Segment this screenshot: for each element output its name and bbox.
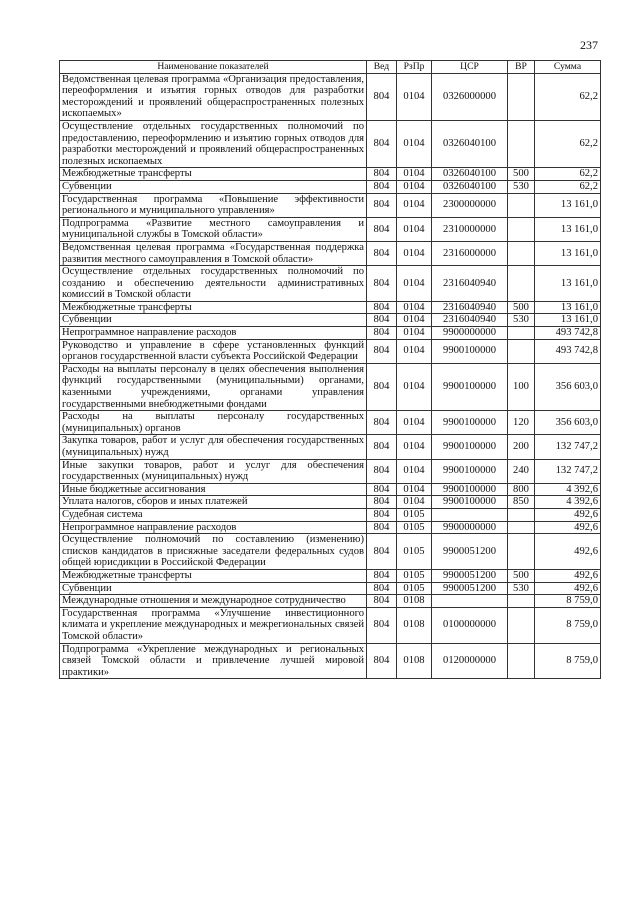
row-rzpr: 0105	[397, 582, 432, 595]
row-rzpr: 0104	[397, 339, 432, 363]
row-name: Международные отношения и международное сотрудничество	[60, 595, 367, 608]
table-row	[60, 607, 601, 643]
header-csr: ЦСР	[432, 61, 508, 74]
row-ved: 804	[367, 411, 397, 435]
row-vr: 530	[508, 582, 535, 595]
row-name: Непрограммное направление расходов	[60, 521, 367, 534]
header-ved: Вед	[367, 61, 397, 74]
row-name: Межбюджетные трансферты	[60, 569, 367, 582]
row-rzpr: 0104	[397, 496, 432, 509]
row-ved: 804	[367, 496, 397, 509]
row-rzpr: 0104	[397, 168, 432, 181]
row-csr: 9900100000	[432, 339, 508, 363]
row-sum: 62,2	[535, 120, 601, 167]
row-ved: 804	[367, 643, 397, 679]
table-row	[60, 595, 601, 608]
row-ved: 804	[367, 314, 397, 327]
row-ved: 804	[367, 301, 397, 314]
row-rzpr: 0104	[397, 180, 432, 193]
row-csr	[432, 508, 508, 521]
row-sum: 492,6	[535, 521, 601, 534]
table-row	[60, 180, 601, 193]
row-ved: 804	[367, 241, 397, 265]
row-name: Уплата налогов, сборов и иных платежей	[60, 496, 367, 509]
row-vr	[508, 643, 535, 679]
row-rzpr: 0104	[397, 363, 432, 410]
table-row	[60, 217, 601, 241]
table-row	[60, 411, 601, 435]
row-sum: 8 759,0	[535, 643, 601, 679]
row-name: Судебная система	[60, 508, 367, 521]
row-csr: 9900051200	[432, 569, 508, 582]
row-rzpr: 0104	[397, 459, 432, 483]
row-csr: 0326040100	[432, 120, 508, 167]
row-rzpr: 0105	[397, 521, 432, 534]
row-ved: 804	[367, 363, 397, 410]
table-row	[60, 459, 601, 483]
row-csr: 9900100000	[432, 496, 508, 509]
row-csr: 9900000000	[432, 327, 508, 340]
row-ved: 804	[367, 607, 397, 643]
row-sum: 356 603,0	[535, 411, 601, 435]
row-sum: 4 392,6	[535, 483, 601, 496]
row-rzpr: 0104	[397, 483, 432, 496]
row-ved: 804	[367, 435, 397, 459]
row-csr: 9900000000	[432, 521, 508, 534]
row-vr	[508, 327, 535, 340]
row-rzpr: 0104	[397, 301, 432, 314]
row-ved: 804	[367, 483, 397, 496]
row-ved: 804	[367, 73, 397, 120]
table-row	[60, 327, 601, 340]
row-vr: 500	[508, 301, 535, 314]
row-sum: 493 742,8	[535, 339, 601, 363]
table-row	[60, 193, 601, 217]
row-name: Иные закупки товаров, работ и услуг для обеспечения государственных (муниципальных) нужд	[60, 459, 367, 483]
row-rzpr: 0104	[397, 217, 432, 241]
row-csr: 0120000000	[432, 643, 508, 679]
table-row	[60, 363, 601, 410]
row-vr: 530	[508, 180, 535, 193]
row-csr: 9900100000	[432, 411, 508, 435]
row-vr	[508, 241, 535, 265]
table-row	[60, 496, 601, 509]
row-rzpr: 0108	[397, 595, 432, 608]
row-name: Осуществление отдельных государственных полномочий по предоставлению, переоформлению и изъятию горных отводов для разработки месторождений и проявлений общераспространенных полезных ископаемых	[60, 120, 367, 167]
row-sum: 132 747,2	[535, 459, 601, 483]
row-csr: 9900100000	[432, 459, 508, 483]
row-vr: 120	[508, 411, 535, 435]
row-sum: 8 759,0	[535, 595, 601, 608]
row-rzpr: 0104	[397, 266, 432, 302]
row-rzpr: 0104	[397, 314, 432, 327]
table-row	[60, 168, 601, 181]
header-sum: Сумма	[535, 61, 601, 74]
table-row	[60, 521, 601, 534]
row-vr	[508, 193, 535, 217]
row-csr: 0326040100	[432, 180, 508, 193]
row-vr	[508, 339, 535, 363]
table-row	[60, 435, 601, 459]
row-csr: 9900100000	[432, 435, 508, 459]
table-row	[60, 301, 601, 314]
row-name: Руководство и управление в сфере установленных функций органов государственной власти субъекта Российской Федерации	[60, 339, 367, 363]
row-vr: 500	[508, 168, 535, 181]
row-csr: 2300000000	[432, 193, 508, 217]
table-row	[60, 339, 601, 363]
row-csr: 2310000000	[432, 217, 508, 241]
table-row	[60, 266, 601, 302]
row-csr: 2316040940	[432, 266, 508, 302]
row-name: Субвенции	[60, 582, 367, 595]
row-csr: 9900100000	[432, 483, 508, 496]
row-csr: 0100000000	[432, 607, 508, 643]
header-vr: ВР	[508, 61, 535, 74]
row-sum: 492,6	[535, 569, 601, 582]
row-ved: 804	[367, 521, 397, 534]
row-sum: 492,6	[535, 508, 601, 521]
row-rzpr: 0104	[397, 120, 432, 167]
row-vr	[508, 595, 535, 608]
row-rzpr: 0104	[397, 193, 432, 217]
row-vr: 200	[508, 435, 535, 459]
row-rzpr: 0105	[397, 569, 432, 582]
table-row	[60, 534, 601, 570]
row-sum: 13 161,0	[535, 266, 601, 302]
row-vr	[508, 217, 535, 241]
row-name: Расходы на выплаты персоналу государственных (муниципальных) органов	[60, 411, 367, 435]
row-csr: 0326040100	[432, 168, 508, 181]
row-rzpr: 0105	[397, 508, 432, 521]
table-row	[60, 241, 601, 265]
row-name: Государственная программа «Повышение эффективности регионального и муниципального управления»	[60, 193, 367, 217]
row-ved: 804	[367, 193, 397, 217]
row-csr: 2316000000	[432, 241, 508, 265]
row-sum: 8 759,0	[535, 607, 601, 643]
row-ved: 804	[367, 534, 397, 570]
row-vr	[508, 534, 535, 570]
row-vr: 800	[508, 483, 535, 496]
row-name: Иные бюджетные ассигнования	[60, 483, 367, 496]
row-sum: 13 161,0	[535, 301, 601, 314]
budget-table	[59, 60, 601, 679]
row-csr: 2316040940	[432, 314, 508, 327]
row-rzpr: 0104	[397, 241, 432, 265]
row-sum: 132 747,2	[535, 435, 601, 459]
header-rzpr: РзПр	[397, 61, 432, 74]
row-vr: 240	[508, 459, 535, 483]
row-rzpr: 0108	[397, 643, 432, 679]
row-vr	[508, 73, 535, 120]
row-name: Ведомственная целевая программа «Организация предоставления, переоформления и изъятия горных отводов для разработки месторождений и проявлений общераспространенных полезных ископаемых»	[60, 73, 367, 120]
row-sum: 13 161,0	[535, 193, 601, 217]
row-vr: 500	[508, 569, 535, 582]
row-ved: 804	[367, 569, 397, 582]
row-sum: 493 742,8	[535, 327, 601, 340]
table-row	[60, 508, 601, 521]
row-vr: 530	[508, 314, 535, 327]
row-name: Межбюджетные трансферты	[60, 301, 367, 314]
row-sum: 62,2	[535, 168, 601, 181]
row-ved: 804	[367, 508, 397, 521]
row-name: Расходы на выплаты персоналу в целях обеспечения выполнения функций государственными (муниципальными) органами, казенными учреждениями, органами управления государственными внебюджетными фондами	[60, 363, 367, 410]
row-csr: 2316040940	[432, 301, 508, 314]
row-name: Осуществление отдельных государственных полномочий по созданию и обеспечению деятельности административных комиссий в Томской области	[60, 266, 367, 302]
row-rzpr: 0108	[397, 607, 432, 643]
row-vr	[508, 607, 535, 643]
row-ved: 804	[367, 120, 397, 167]
row-rzpr: 0104	[397, 73, 432, 120]
table-row	[60, 569, 601, 582]
row-ved: 804	[367, 459, 397, 483]
row-vr	[508, 120, 535, 167]
table-row	[60, 314, 601, 327]
row-ved: 804	[367, 327, 397, 340]
table-row	[60, 483, 601, 496]
row-vr	[508, 266, 535, 302]
row-name: Осуществление полномочий по составлению (изменению) списков кандидатов в присяжные заседатели федеральных судов общей юрисдикции в Российской Федерации	[60, 534, 367, 570]
row-name: Субвенции	[60, 314, 367, 327]
row-name: Государственная программа «Улучшение инвестиционного климата и укрепление международных и межрегиональных связей Томской области»	[60, 607, 367, 643]
row-rzpr: 0104	[397, 411, 432, 435]
row-ved: 804	[367, 582, 397, 595]
row-name: Подпрограмма «Развитие местного самоуправления и муниципальной службы в Томской области»	[60, 217, 367, 241]
row-csr	[432, 595, 508, 608]
table-row	[60, 643, 601, 679]
row-sum: 492,6	[535, 582, 601, 595]
row-csr: 9900051200	[432, 534, 508, 570]
row-rzpr: 0104	[397, 327, 432, 340]
row-name: Закупка товаров, работ и услуг для обеспечения государственных (муниципальных) нужд	[60, 435, 367, 459]
row-csr: 9900100000	[432, 363, 508, 410]
row-ved: 804	[367, 168, 397, 181]
row-sum: 13 161,0	[535, 314, 601, 327]
row-ved: 804	[367, 217, 397, 241]
row-ved: 804	[367, 266, 397, 302]
row-ved: 804	[367, 180, 397, 193]
row-sum: 4 392,6	[535, 496, 601, 509]
row-sum: 62,2	[535, 180, 601, 193]
row-name: Межбюджетные трансферты	[60, 168, 367, 181]
table-header-row	[60, 61, 601, 74]
table-row	[60, 120, 601, 167]
row-ved: 804	[367, 339, 397, 363]
table-row	[60, 582, 601, 595]
row-name: Ведомственная целевая программа «Государственная поддержка развития местного самоуправления в Томской области»	[60, 241, 367, 265]
page-number: 237	[580, 38, 598, 52]
row-vr	[508, 521, 535, 534]
header-name: Наименование показателей	[60, 61, 367, 74]
row-rzpr: 0105	[397, 534, 432, 570]
row-vr: 100	[508, 363, 535, 410]
table-row	[60, 73, 601, 120]
row-sum: 62,2	[535, 73, 601, 120]
row-name: Непрограммное направление расходов	[60, 327, 367, 340]
row-sum: 492,6	[535, 534, 601, 570]
row-vr	[508, 508, 535, 521]
row-sum: 13 161,0	[535, 241, 601, 265]
row-vr: 850	[508, 496, 535, 509]
row-name: Субвенции	[60, 180, 367, 193]
row-rzpr: 0104	[397, 435, 432, 459]
row-sum: 13 161,0	[535, 217, 601, 241]
row-csr: 0326000000	[432, 73, 508, 120]
row-csr: 9900051200	[432, 582, 508, 595]
row-sum: 356 603,0	[535, 363, 601, 410]
row-ved: 804	[367, 595, 397, 608]
row-name: Подпрограмма «Укрепление международных и региональных связей Томской области и привлечение лучшей мировой практики»	[60, 643, 367, 679]
